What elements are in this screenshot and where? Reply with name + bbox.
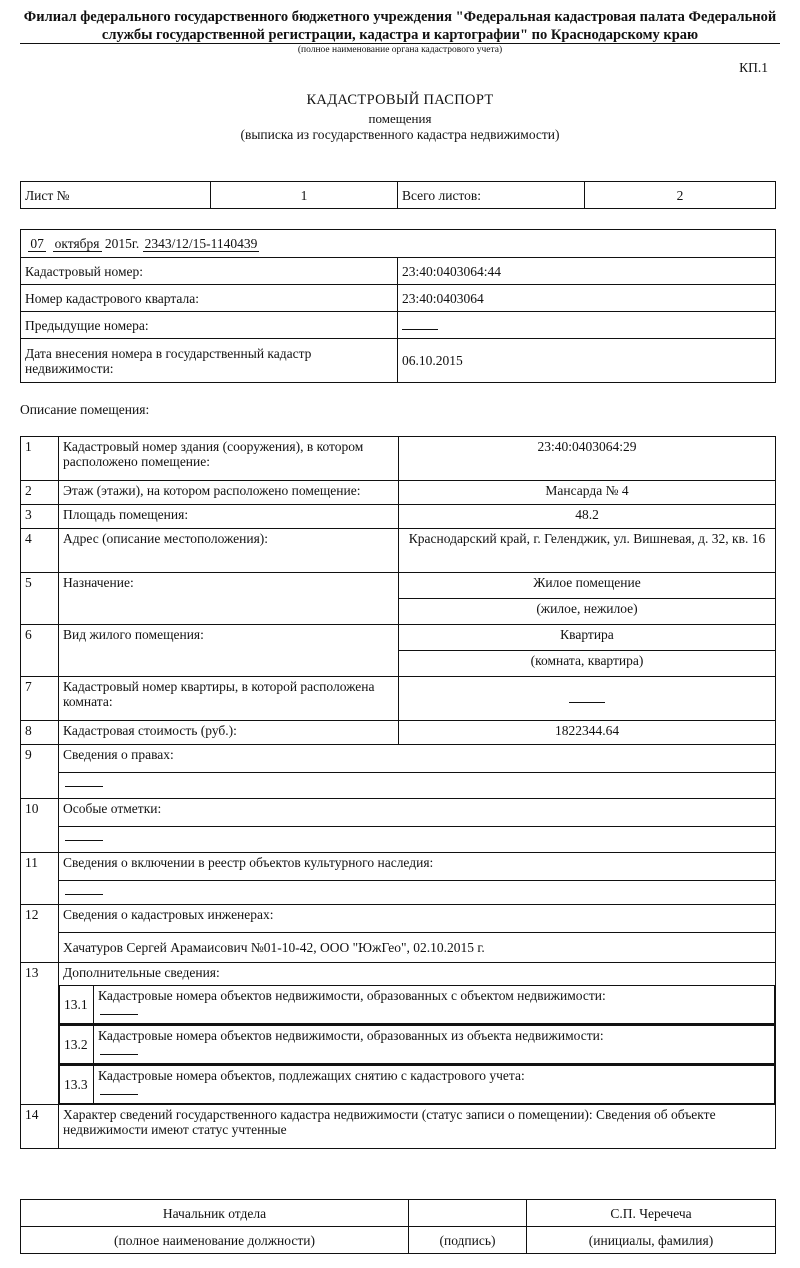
form-code: КП.1 xyxy=(739,60,768,75)
official-position: Начальник отдела xyxy=(21,1200,409,1227)
document-extract-note: (выписка из государственного кадастра недвижимости) xyxy=(240,127,560,142)
table-row xyxy=(21,1105,776,1149)
empty-dash xyxy=(402,319,438,330)
item-label: Площадь помещения: xyxy=(59,505,399,529)
entry-date-value: 06.10.2015 xyxy=(398,339,776,383)
item-number: 8 xyxy=(21,721,59,745)
item-number: 1 xyxy=(21,437,59,481)
cadastral-number-value: 23:40:0403064:44 xyxy=(398,258,776,285)
item-number: 3 xyxy=(21,505,59,529)
organization-underline xyxy=(20,43,780,44)
previous-numbers-label: Предыдущие номера: xyxy=(21,312,398,339)
item-number: 12 xyxy=(21,905,59,963)
item-number: 14 xyxy=(21,1105,59,1149)
subitem-number: 13.2 xyxy=(60,1026,94,1064)
total-sheets-number: 2 xyxy=(585,182,776,209)
item-label: Этаж (этажи), на котором расположено помещение: xyxy=(59,481,399,505)
signature-table xyxy=(20,1199,776,1254)
item-number: 4 xyxy=(21,529,59,573)
table-row xyxy=(21,1025,776,1065)
floor-value: Мансарда № 4 xyxy=(399,481,776,505)
empty-dash xyxy=(100,1086,138,1095)
registration-year: 2015г. xyxy=(104,236,140,251)
subitem-cell xyxy=(94,985,775,1023)
subitem-number: 13.1 xyxy=(60,985,94,1023)
table-row xyxy=(21,853,776,881)
empty-dash xyxy=(65,778,103,787)
empty-dash xyxy=(100,1046,138,1055)
special-marks-value xyxy=(59,827,776,853)
subitem-label: Кадастровые номера объектов недвижимости, образованных из объекта недвижимости: xyxy=(98,1028,604,1043)
cadastral-quarter-value: 23:40:0403064 xyxy=(398,285,776,312)
subitem-label: Кадастровые номера объектов, подлежащих снятию с кадастрового учета: xyxy=(98,1068,525,1083)
purpose-value: Жилое помещение xyxy=(399,573,776,599)
item-label: Сведения о правах: xyxy=(59,745,776,773)
cadastral-cost-value: 1822344.64 xyxy=(399,721,776,745)
sheet-table xyxy=(20,181,776,209)
official-name: С.П. Черечеча xyxy=(527,1200,776,1227)
apartment-number-value xyxy=(399,677,776,721)
item-label: Сведения о кадастровых инженерах: xyxy=(59,905,776,933)
table-row xyxy=(21,481,776,505)
item-number: 2 xyxy=(21,481,59,505)
purpose-hint: (жилое, нежилое) xyxy=(399,599,776,625)
building-cadastral-number: 23:40:0403064:29 xyxy=(399,437,776,481)
table-row xyxy=(21,933,776,963)
table-row xyxy=(21,1065,776,1105)
item-number: 6 xyxy=(21,625,59,677)
empty-dash xyxy=(100,1006,138,1015)
signature-caption: (подпись) xyxy=(409,1227,527,1254)
table-row xyxy=(21,573,776,599)
table-row xyxy=(21,963,776,985)
table-row xyxy=(21,881,776,905)
registration-number: 2343/12/15-1140439 xyxy=(144,236,258,251)
engineer-value: Хачатуров Сергей Арамаисович №01-10-42, ООО "ЮжГео", 02.10.2015 г. xyxy=(59,933,776,963)
item-label: Вид жилого помещения: xyxy=(59,625,399,677)
sheet-label: Лист № xyxy=(21,182,211,209)
table-row xyxy=(21,721,776,745)
table-row xyxy=(21,437,776,481)
item-label: Кадастровый номер квартиры, в которой расположена комната: xyxy=(59,677,399,721)
table-row xyxy=(21,529,776,573)
description-table xyxy=(20,436,776,1149)
address-value: Краснодарский край, г. Геленджик, ул. Вишневая, д. 32, кв. 16 xyxy=(399,529,776,573)
item-label: Особые отметки: xyxy=(59,799,776,827)
signature-field xyxy=(409,1200,527,1227)
table-row xyxy=(21,625,776,651)
table-row xyxy=(21,905,776,933)
empty-dash xyxy=(65,886,103,895)
table-row xyxy=(21,827,776,853)
item-label: Адрес (описание местоположения): xyxy=(59,529,399,573)
dwelling-type-value: Квартира xyxy=(399,625,776,651)
item-label: Дополнительные сведения: xyxy=(59,963,776,985)
subitem-table xyxy=(59,985,775,1024)
registration-date-line xyxy=(21,230,776,258)
organization-name: Филиал федерального государственного бюджетного учреждения "Федеральная кадастровая палата Федеральной службы государственной регистрации, кадастра и картографии" по Краснодарскому краю xyxy=(23,9,777,43)
rights-value xyxy=(59,773,776,799)
registration-table xyxy=(20,229,776,383)
subitem-cell xyxy=(94,1066,775,1104)
sheet-number: 1 xyxy=(211,182,398,209)
area-value: 48.2 xyxy=(399,505,776,529)
cadastral-quarter-label: Номер кадастрового квартала: xyxy=(21,285,398,312)
document-subtitle: помещения xyxy=(368,111,432,126)
entry-date-label: Дата внесения номера в государственный кадастр недвижимости: xyxy=(21,339,398,383)
dwelling-type-hint: (комната, квартира) xyxy=(399,651,776,677)
table-row xyxy=(21,985,776,1025)
item-label: Кадастровый номер здания (сооружения), в котором расположено помещение: xyxy=(59,437,399,481)
cadastral-number-label: Кадастровый номер: xyxy=(21,258,398,285)
subitem-cell xyxy=(94,1026,775,1064)
position-caption: (полное наименование должности) xyxy=(21,1227,409,1254)
item-label: Характер сведений государственного кадастра недвижимости (статус записи о помещении): Сведения об объекте недвижимости имеют статус учтенные xyxy=(59,1105,776,1149)
subitem-number: 13.3 xyxy=(60,1066,94,1104)
table-row xyxy=(21,745,776,773)
subitem-label: Кадастровые номера объектов недвижимости, образованных с объектом недвижимости: xyxy=(98,987,606,1003)
organization-caption: (полное наименование органа кадастрового учета) xyxy=(297,45,503,55)
document-title: КАДАСТРОВЫЙ ПАСПОРТ xyxy=(306,92,494,108)
item-number: 5 xyxy=(21,573,59,625)
registration-day: 07 xyxy=(30,236,44,251)
item-label: Сведения о включении в реестр объектов культурного наследия: xyxy=(59,853,776,881)
total-sheets-label: Всего листов: xyxy=(398,182,585,209)
table-row xyxy=(21,505,776,529)
item-number: 10 xyxy=(21,799,59,853)
table-row xyxy=(21,677,776,721)
item-label: Кадастровая стоимость (руб.): xyxy=(59,721,399,745)
empty-dash xyxy=(65,832,103,841)
table-row xyxy=(21,773,776,799)
item-number: 13 xyxy=(21,963,59,1105)
description-heading: Описание помещения: xyxy=(20,402,150,417)
registration-month: октября xyxy=(54,236,100,251)
item-label: Назначение: xyxy=(59,573,399,625)
table-row xyxy=(21,799,776,827)
name-caption: (инициалы, фамилия) xyxy=(527,1227,776,1254)
item-number: 7 xyxy=(21,677,59,721)
subitem-table xyxy=(59,1025,775,1064)
item-number: 9 xyxy=(21,745,59,799)
subitem-table xyxy=(59,1065,775,1104)
heritage-value xyxy=(59,881,776,905)
empty-dash xyxy=(569,694,605,703)
previous-numbers-value xyxy=(398,312,776,339)
item-number: 11 xyxy=(21,853,59,905)
